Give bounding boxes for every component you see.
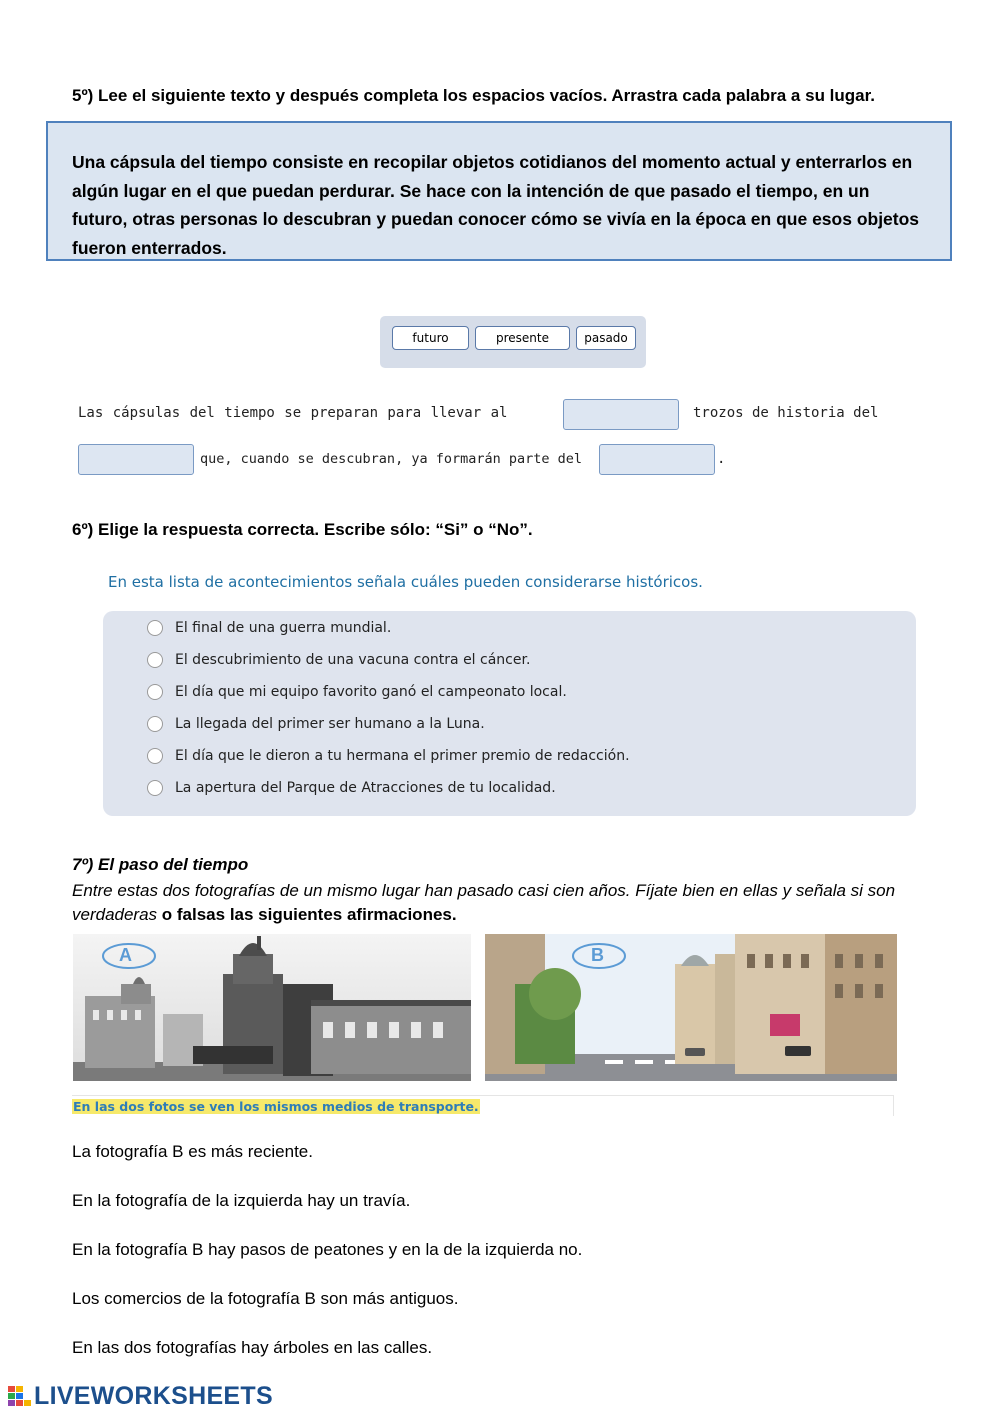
- photo-a-street-illustration: [73, 934, 471, 1081]
- passage-box: [46, 121, 952, 261]
- options-panel: [103, 611, 916, 816]
- option-label: La llegada del primer ser humano a la Luna.: [175, 716, 485, 732]
- statement-1: La fotografía B es más reciente.: [72, 1142, 313, 1161]
- option-label: El día que le dieron a tu hermana el primer premio de redacción.: [175, 748, 630, 764]
- cloze-text-1: Las cápsulas del tiempo se preparan para llevar al: [78, 405, 508, 421]
- option-item[interactable]: [147, 650, 530, 670]
- radio-button[interactable]: [147, 652, 163, 668]
- q7-title: 7º) El paso del tiempo: [72, 855, 249, 874]
- cloze-text-3: que, cuando se descubran, ya formarán parte del: [200, 451, 583, 467]
- liveworksheets-logo: [8, 1383, 273, 1409]
- cloze-text-4: .: [717, 451, 726, 467]
- q5-title: 5º) Lee el siguiente texto y después completa los espacios vacíos. Arrastra cada palabra a su lugar.: [72, 86, 876, 105]
- passage-line: Una cápsula del tiempo consiste en recopilar objetos cotidianos del momento actual y enterrarlos en: [72, 152, 913, 172]
- logo-blocks-icon: [8, 1384, 32, 1408]
- q7-intro-italic: Entre estas dos fotografías de un mismo lugar han pasado casi cien años. Fíjate bien en ellas y señala si son verdaderas: [72, 881, 896, 924]
- statement-5: En las dos fotografías hay árboles en las calles.: [72, 1338, 433, 1357]
- radio-button[interactable]: [147, 620, 163, 636]
- radio-button[interactable]: [147, 780, 163, 796]
- photo-b-street-illustration: [485, 934, 897, 1081]
- option-label: El descubrimiento de una vacuna contra el cáncer.: [175, 652, 531, 668]
- option-item[interactable]: [147, 682, 567, 702]
- q6-subtitle: En esta lista de acontecimientos señala cuáles pueden considerarse históricos.: [108, 573, 703, 591]
- q6-title: 6º) Elige la respuesta correcta. Escribe sólo: “Si” o “No”.: [72, 520, 533, 539]
- option-item[interactable]: [147, 618, 391, 638]
- highlight-row: [72, 1095, 894, 1116]
- passage-line: futuro, otras personas lo descubran y puedan conocer cómo se vivía en la época en que esos objetos: [72, 209, 920, 229]
- q7-intro: [72, 879, 922, 927]
- word-chip-pasado[interactable]: pasado: [576, 326, 636, 350]
- option-label: El día que mi equipo favorito ganó el campeonato local.: [175, 684, 567, 700]
- option-label: El final de una guerra mundial.: [175, 620, 392, 636]
- q7-intro-bold: o falsas las siguientes afirmaciones.: [157, 905, 457, 924]
- radio-button[interactable]: [147, 716, 163, 732]
- option-item[interactable]: [147, 778, 556, 798]
- highlight-statement: En las dos fotos se ven los mismos medios de transporte.: [73, 1099, 479, 1114]
- option-item[interactable]: [147, 746, 630, 766]
- drop-zone-1[interactable]: [563, 399, 679, 430]
- logo-text: LIVEWORKSHEETS: [34, 1381, 273, 1410]
- cloze-text-2: trozos de historia del: [693, 405, 879, 421]
- word-chip-presente[interactable]: presente: [475, 326, 570, 350]
- word-chip-futuro[interactable]: futuro: [392, 326, 469, 350]
- photo-a: [73, 934, 471, 1081]
- radio-button[interactable]: [147, 684, 163, 700]
- photo-a-label: A: [119, 945, 132, 965]
- statement-3: En la fotografía B hay pasos de peatones y en la de la izquierda no.: [72, 1240, 583, 1259]
- option-label: La apertura del Parque de Atracciones de tu localidad.: [175, 780, 556, 796]
- radio-button[interactable]: [147, 748, 163, 764]
- passage-line: fueron enterrados.: [72, 237, 227, 258]
- photo-b: [485, 934, 897, 1081]
- passage-line: algún lugar en el que puedan perdurar. Se hace con la intención de que pasado el tiempo, en un: [72, 180, 870, 201]
- statement-4: Los comercios de la fotografía B son más antiguos.: [72, 1289, 459, 1308]
- drop-zone-2[interactable]: [78, 444, 194, 475]
- word-bank: [380, 316, 646, 368]
- photo-b-label: B: [591, 945, 604, 965]
- option-item[interactable]: [147, 714, 485, 734]
- drop-zone-3[interactable]: [599, 444, 715, 475]
- statement-2: En la fotografía de la izquierda hay un travía.: [72, 1191, 411, 1210]
